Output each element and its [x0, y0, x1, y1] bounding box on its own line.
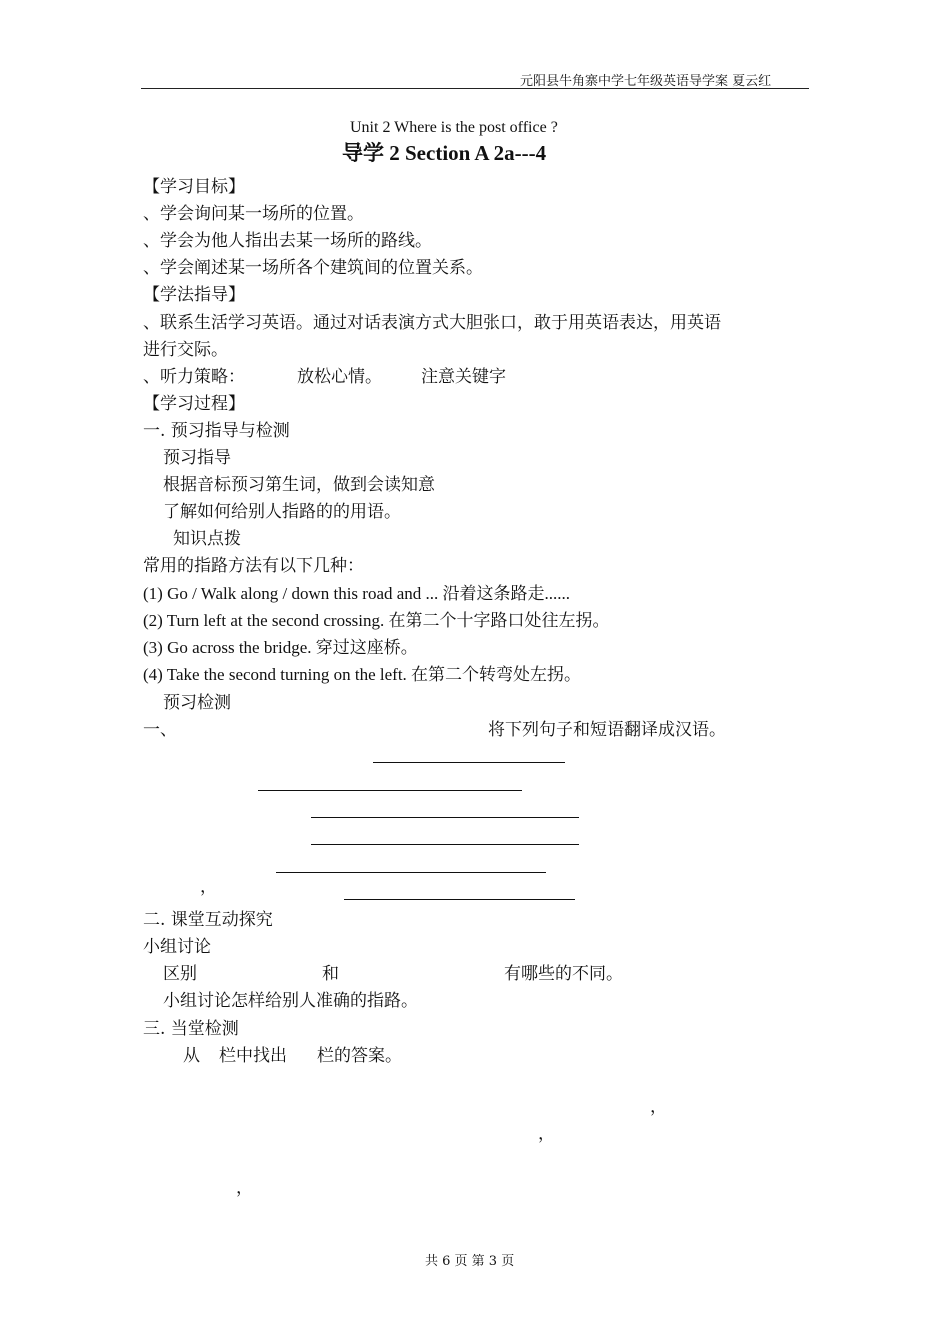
match-from: 从 — [183, 1046, 200, 1066]
page-footer: 共 6 页 第 3 页 — [425, 1254, 515, 1269]
part1-title: 一. 预习指导与检测 — [143, 421, 290, 441]
methods-intro: 常用的指路方法有以下几种： — [143, 556, 364, 576]
goal-item: 、学会为他人指出去某一场所的路线。 — [143, 231, 432, 251]
preview-check-label: 预习检测 — [163, 693, 231, 713]
direction-item: (3) Go across the bridge. 穿过这座桥。 — [143, 638, 418, 657]
listening-strategy-b: 注意关键字 — [421, 367, 506, 387]
group-discussion-label: 小组讨论 — [143, 937, 211, 957]
preview-line: 根据音标预习第生词，做到会读知意 — [163, 475, 435, 495]
check-prefix: 一、 — [143, 720, 177, 740]
preview-guide-label: 预习指导 — [163, 448, 231, 468]
process-heading: 【学习过程】 — [143, 394, 245, 414]
method-item-line: 、联系生活学习英语。通过对话表演方式大胆张口，敢于用英语表达，用英语 — [143, 313, 721, 333]
match-answer: 栏的答案。 — [317, 1046, 402, 1066]
answer-blank[interactable] — [311, 844, 579, 845]
answer-blank[interactable] — [344, 899, 575, 900]
difference-question: 有哪些的不同。 — [504, 964, 623, 984]
goal-item: 、学会阐述某一场所各个建筑间的位置关系。 — [143, 258, 483, 278]
comma-mark: ， — [650, 1097, 667, 1117]
discussion-line: 小组讨论怎样给别人准确的指路。 — [163, 991, 418, 1011]
answer-blank[interactable] — [311, 817, 579, 818]
section-title: 导学 2 Section A 2a---4 — [342, 141, 547, 165]
listening-strategy-label: 、听力策略： — [143, 367, 245, 387]
match-find: 栏中找出 — [219, 1046, 287, 1066]
part3-title: 三. 当堂检测 — [143, 1019, 239, 1039]
preview-line: 了解如何给别人指路的的用语。 — [163, 502, 401, 522]
comma-mark: ， — [200, 877, 217, 897]
direction-item: (2) Turn left at the second crossing. 在第二个十字路口处往左拐。 — [143, 611, 610, 630]
goals-heading: 【学习目标】 — [143, 177, 245, 197]
unit-title: Unit 2 Where is the post office ? — [350, 119, 558, 136]
direction-item: (4) Take the second turning on the left. 在第二个转弯处左拐。 — [143, 665, 582, 684]
answer-blank[interactable] — [373, 762, 565, 763]
page-header: 元阳县牛角寨中学七年级英语导学案 夏云红 — [520, 74, 772, 89]
method-item-line: 进行交际。 — [143, 340, 228, 360]
listening-strategy-a: 放松心情。 — [297, 367, 382, 387]
check-instruction: 将下列句子和短语翻译成汉语。 — [488, 720, 726, 740]
answer-blank[interactable] — [276, 872, 546, 873]
comma-mark: ， — [236, 1178, 253, 1198]
answer-blank[interactable] — [258, 790, 522, 791]
knowledge-label: 知识点拨 — [173, 529, 241, 549]
method-heading: 【学法指导】 — [143, 285, 245, 305]
difference-and: 和 — [322, 964, 339, 984]
direction-item: (1) Go / Walk along / down this road and ... 沿着这条路走...... — [143, 584, 571, 603]
comma-mark: ， — [538, 1124, 555, 1144]
part2-title: 二. 课堂互动探究 — [143, 910, 273, 930]
goal-item: 、学会询问某一场所的位置。 — [143, 204, 364, 224]
difference-label: 区别 — [163, 964, 197, 984]
